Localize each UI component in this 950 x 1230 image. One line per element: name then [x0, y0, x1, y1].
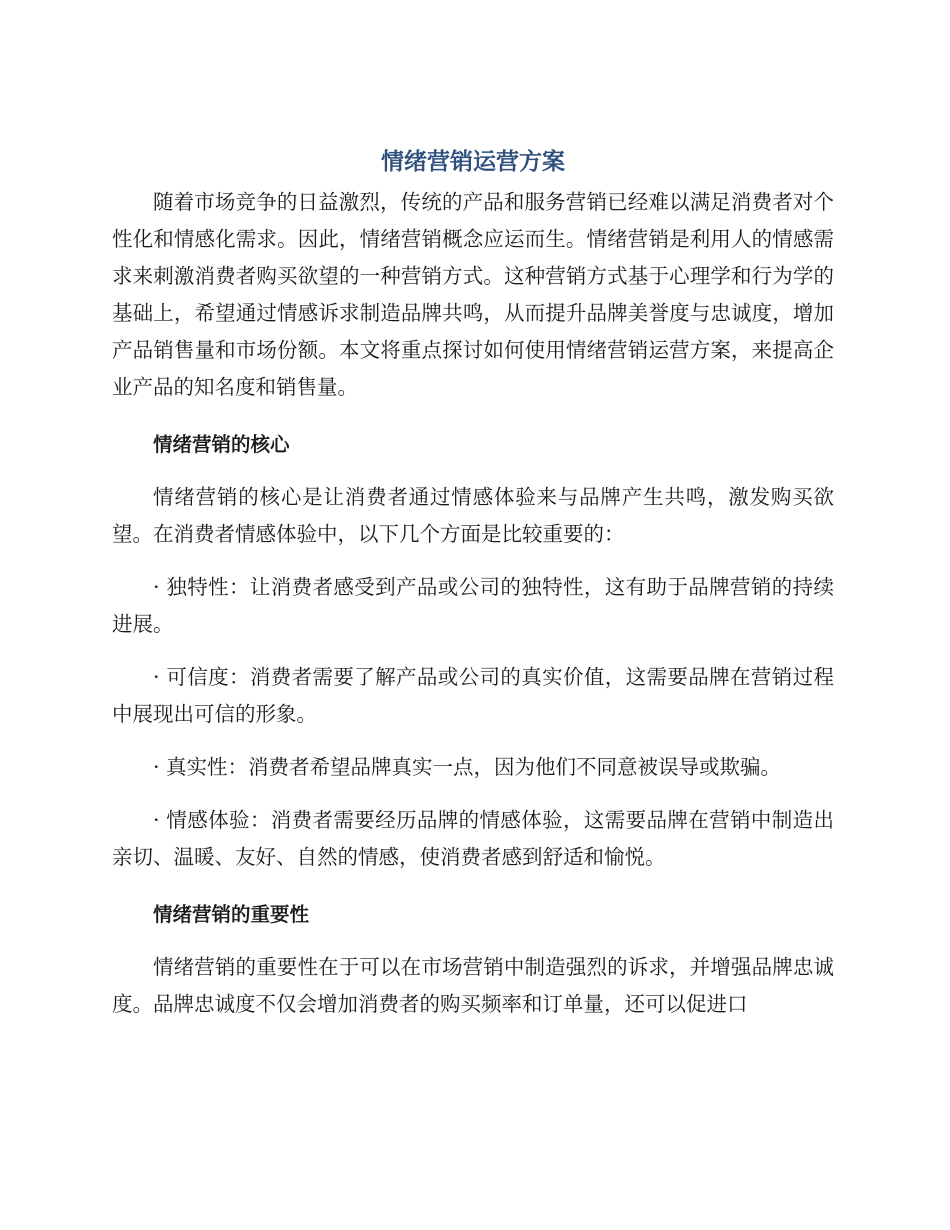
bullet-emotional-experience: · 情感体验：消费者需要经历品牌的情感体验，这需要品牌在营销中制造出亲切、温暖、友好、自然的情感，使消费者感到舒适和愉悦。	[112, 808, 834, 869]
document-title: 情绪营销运营方案	[381, 149, 565, 175]
core-paragraph: 情绪营销的核心是让消费者通过情感体验来与品牌产生共鸣，激发购买欲望。在消费者情感体验中，以下几个方面是比较重要的：	[112, 485, 834, 546]
bullet-credibility: · 可信度：消费者需要了解产品或公司的真实价值，这需要品牌在营销过程中展现出可信的形象。	[112, 665, 834, 726]
importance-paragraph: 情绪营销的重要性在于可以在市场营销中制造强烈的诉求，并增强品牌忠诚度。品牌忠诚度不仅会增加消费者的购买频率和订单量，还可以促进口	[112, 955, 834, 1016]
section-heading-core: 情绪营销的核心	[152, 433, 290, 456]
intro-paragraph: 随着市场竞争的日益激烈，传统的产品和服务营销已经难以满足消费者对个性化和情感化需求。因此，情绪营销概念应运而生。情绪营销是利用人的情感需求来刺激消费者购买欲望的一种营销方式。这种营销方式基于心理学和行为学的基础上，希望通过情感诉求制造品牌共鸣，从而提升品牌美誉度与忠诚度，增加产品销售量和市场份额。本文将重点探讨如何使用情绪营销运营方案，来提高企业产品的知名度和销售量。	[112, 190, 834, 399]
document-body	[112, 140, 834, 1023]
bullet-uniqueness: · 独特性：让消费者感受到产品或公司的独特性，这有助于品牌营销的持续进展。	[112, 575, 834, 636]
bullet-authenticity: · 真实性：消费者希望品牌真实一点，因为他们不同意被误导或欺骗。	[153, 755, 782, 779]
section-heading-importance: 情绪营销的重要性	[152, 903, 309, 926]
